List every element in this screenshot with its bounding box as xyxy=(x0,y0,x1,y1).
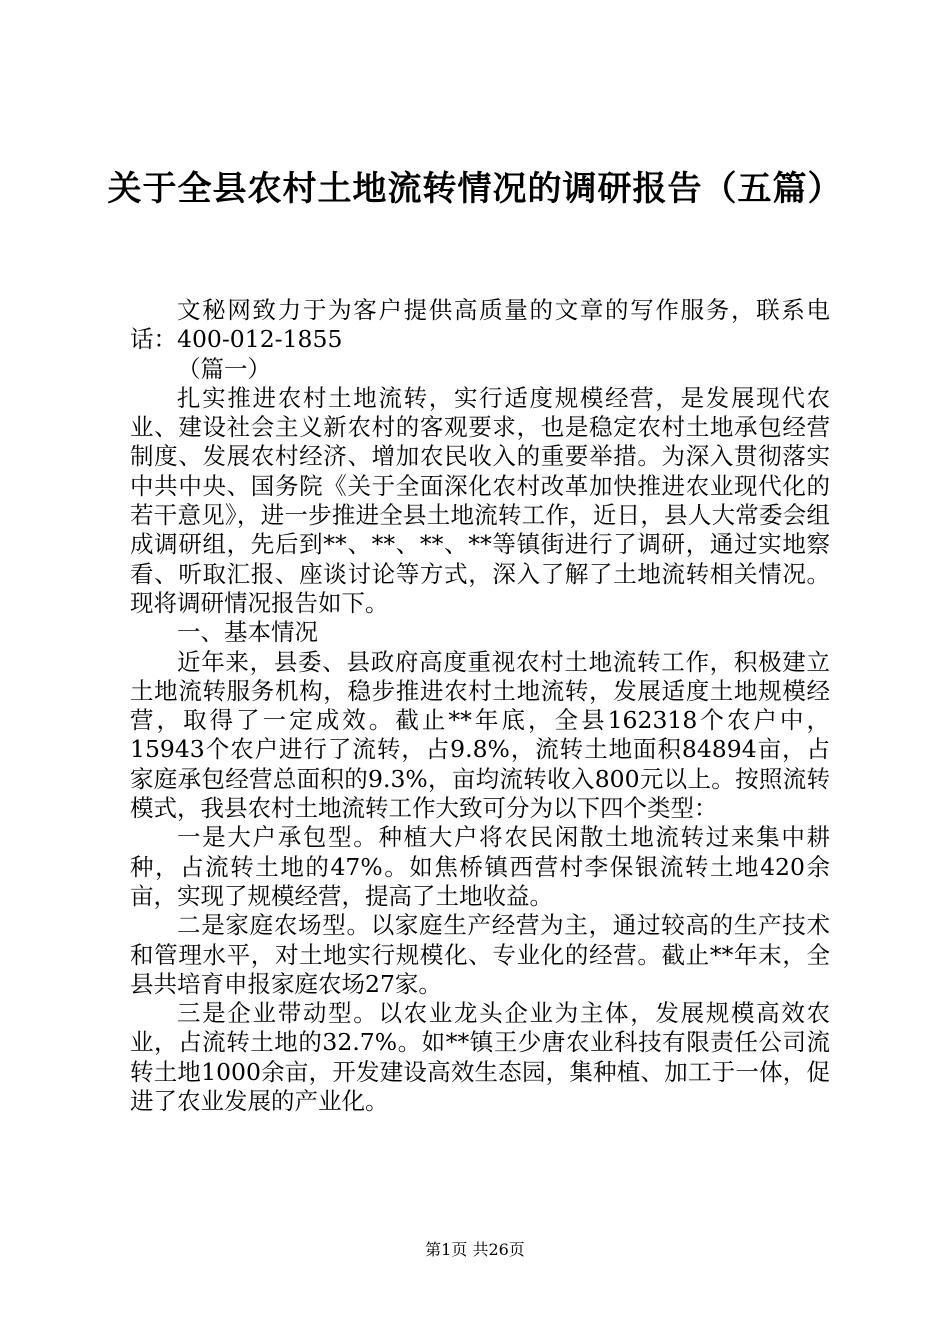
section-heading-basic-situation: 一、基本情况 xyxy=(177,618,318,647)
paragraph-type-two: 二是家庭农场型。以家庭生产经营为主，通过较高的生产技术和管理水平，对土地实行规模化、专业化的经营。截止**年末，全县共培育申报家庭农场27家。 xyxy=(130,911,830,998)
paragraph-basic-situation: 近年来，县委、县政府高度重视农村土地流转工作，积极建立土地流转服务机构，稳步推进农村土地流转，发展适度土地规模经营，取得了一定成效。截止**年底，全县162318个农户中，15943个农户进行了流转，占9.8%，流转土地面积84894亩，占家庭承包经营总面积的9.3%，亩均流转收入800元以上。按照流转模式，我县农村土地流转工作大致可分为以下四个类型： xyxy=(130,647,830,823)
paragraph-type-one: 一是大户承包型。种植大户将农民闲散土地流转过来集中耕种，占流转土地的47%。如焦桥镇西营村李保银流转土地420余亩，实现了规模经营，提高了土地收益。 xyxy=(130,823,830,910)
paragraph-intro-contact: 文秘网致力于为客户提供高质量的文章的写作服务，联系电话：400-012-1855 xyxy=(130,296,830,354)
paragraph-overview: 扎实推进农村土地流转，实行适度规模经营，是发展现代农业、建设社会主义新农村的客观要求，也是稳定农村土地承包经营制度、发展农村经济、增加农民收入的重要举措。为深入贯彻落实中共中央、国务院《关于全面深化农村改革加快推进农业现代化的若干意见》，进一步推进全县土地流转工作，近日，县人大常委会组成调研组，先后到**、**、**、**等镇街进行了调研，通过实地察看、听取汇报、座谈讨论等方式，深入了解了土地流转相关情况。现将调研情况报告如下。 xyxy=(130,383,830,617)
paragraph-type-three: 三是企业带动型。以农业龙头企业为主体，发展规模高效农业，占流转土地的32.7%。如**镇王少唐农业科技有限责任公司流转土地1000余亩，开发建设高效生态园，集种植、加工于一体，促进了农业发展的产业化。 xyxy=(130,999,830,1116)
document-body xyxy=(130,296,830,1116)
paragraph-part-heading: （篇一） xyxy=(177,354,271,383)
page-number-footer: 第1页 共26页 xyxy=(425,1240,525,1259)
document-title: 关于全县农村土地流转情况的调研报告（五篇） xyxy=(107,169,843,209)
